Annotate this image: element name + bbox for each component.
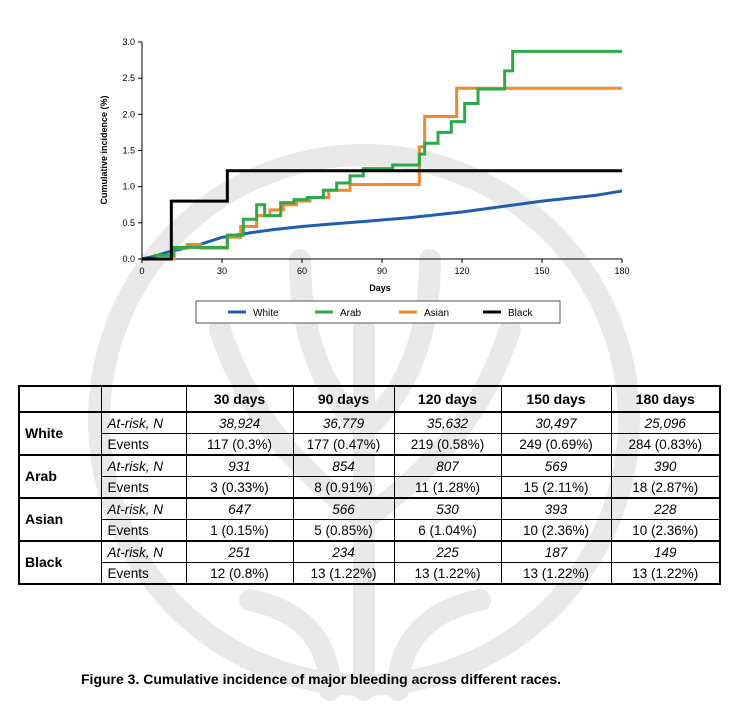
x-tick-label: 0	[139, 266, 145, 276]
table-cell: 225	[394, 541, 501, 563]
legend	[196, 301, 560, 323]
metric-label: Events	[101, 434, 186, 456]
table-cell: 36,779	[293, 412, 394, 434]
y-tick-label: 0.0	[122, 254, 135, 264]
table-row	[19, 412, 720, 434]
row-group-label: Asian	[19, 498, 101, 541]
table-cell: 251	[186, 541, 293, 563]
table-cell: 566	[293, 498, 394, 520]
header-empty-cell	[19, 386, 101, 412]
at-risk-table	[18, 385, 721, 585]
table-cell: 6 (1.04%)	[394, 520, 501, 542]
table-row	[19, 477, 720, 499]
table-cell: 38,924	[186, 412, 293, 434]
table-cell: 35,632	[394, 412, 501, 434]
metric-label: Events	[101, 477, 186, 499]
y-axis-title: Cumulative incidence (%)	[99, 95, 109, 205]
metric-label: Events	[101, 520, 186, 542]
y-tick-label: 1.0	[122, 181, 135, 192]
legend-label-arab: Arab	[340, 308, 362, 319]
table-cell: 5 (0.85%)	[293, 520, 394, 542]
row-group-label: Arab	[19, 455, 101, 498]
y-tick-label: 0.5	[122, 217, 135, 228]
series-layer	[142, 51, 622, 259]
table-row	[19, 563, 720, 585]
series-line-asian	[142, 88, 622, 259]
table-cell: 13 (1.22%)	[394, 563, 501, 585]
table-cell: 117 (0.3%)	[186, 434, 293, 456]
x-tick-label: 30	[216, 266, 228, 276]
table-cell: 187	[501, 541, 611, 563]
legend-box	[196, 301, 560, 323]
table-cell: 393	[501, 498, 611, 520]
legend-label-white: White	[253, 308, 279, 319]
table-cell: 390	[611, 455, 720, 477]
y-axis-ticks	[122, 37, 142, 264]
row-group-label: Black	[19, 541, 101, 584]
legend-label-black: Black	[508, 308, 533, 319]
table-header-row	[19, 386, 720, 412]
table-cell: 25,096	[611, 412, 720, 434]
table-cell: 647	[186, 498, 293, 520]
table-cell: 10 (2.36%)	[501, 520, 611, 542]
table-cell: 149	[611, 541, 720, 563]
table-cell: 284 (0.83%)	[611, 434, 720, 456]
y-tick-label: 3.0	[122, 37, 135, 47]
x-tick-label: 180	[614, 266, 630, 276]
x-tick-label: 90	[376, 266, 388, 276]
metric-label: Events	[101, 563, 186, 585]
x-axis-title: Days	[369, 283, 391, 293]
x-tick-label: 120	[454, 266, 470, 276]
row-group-label: White	[19, 412, 101, 455]
y-tick-label: 1.5	[122, 145, 135, 156]
y-tick-label: 2.5	[122, 73, 135, 84]
table-cell: 8 (0.91%)	[293, 477, 394, 499]
x-axis-ticks	[139, 259, 629, 276]
x-tick-label: 150	[534, 266, 550, 276]
table-cell: 530	[394, 498, 501, 520]
table-cell: 12 (0.8%)	[186, 563, 293, 585]
table-cell: 18 (2.87%)	[611, 477, 720, 499]
column-header: 150 days	[501, 386, 611, 412]
column-header: 180 days	[611, 386, 720, 412]
metric-label: At-risk, N	[101, 455, 186, 477]
table-cell: 3 (0.33%)	[186, 477, 293, 499]
table-cell: 13 (1.22%)	[293, 563, 394, 585]
table-cell: 807	[394, 455, 501, 477]
column-header: 90 days	[293, 386, 394, 412]
table-cell: 854	[293, 455, 394, 477]
table-cell: 177 (0.47%)	[293, 434, 394, 456]
table-cell: 249 (0.69%)	[501, 434, 611, 456]
column-header: 120 days	[394, 386, 501, 412]
metric-label: At-risk, N	[101, 541, 186, 563]
table-cell: 219 (0.58%)	[394, 434, 501, 456]
table-row	[19, 434, 720, 456]
table-cell: 13 (1.22%)	[611, 563, 720, 585]
table-row	[19, 455, 720, 477]
metric-label: At-risk, N	[101, 498, 186, 520]
column-header: 30 days	[186, 386, 293, 412]
table-cell: 15 (2.11%)	[501, 477, 611, 499]
table-cell: 234	[293, 541, 394, 563]
table-cell: 13 (1.22%)	[501, 563, 611, 585]
table-cell: 10 (2.36%)	[611, 520, 720, 542]
series-line-arab	[142, 51, 622, 259]
table-cell: 228	[611, 498, 720, 520]
table-row	[19, 520, 720, 542]
table-row	[19, 541, 720, 563]
cumulative-incidence-chart	[0, 0, 729, 330]
figure-caption: Figure 3. Cumulative incidence of major bleeding across different races.	[81, 671, 562, 687]
table-cell: 569	[501, 455, 611, 477]
table-cell: 931	[186, 455, 293, 477]
table-cell: 30,497	[501, 412, 611, 434]
table-cell: 1 (0.15%)	[186, 520, 293, 542]
metric-label: At-risk, N	[101, 412, 186, 434]
legend-label-asian: Asian	[424, 308, 450, 319]
y-tick-label: 2.0	[122, 109, 135, 120]
x-tick-label: 60	[296, 266, 308, 276]
header-empty-cell	[101, 386, 186, 412]
table-cell: 11 (1.28%)	[394, 477, 501, 499]
table-row	[19, 498, 720, 520]
